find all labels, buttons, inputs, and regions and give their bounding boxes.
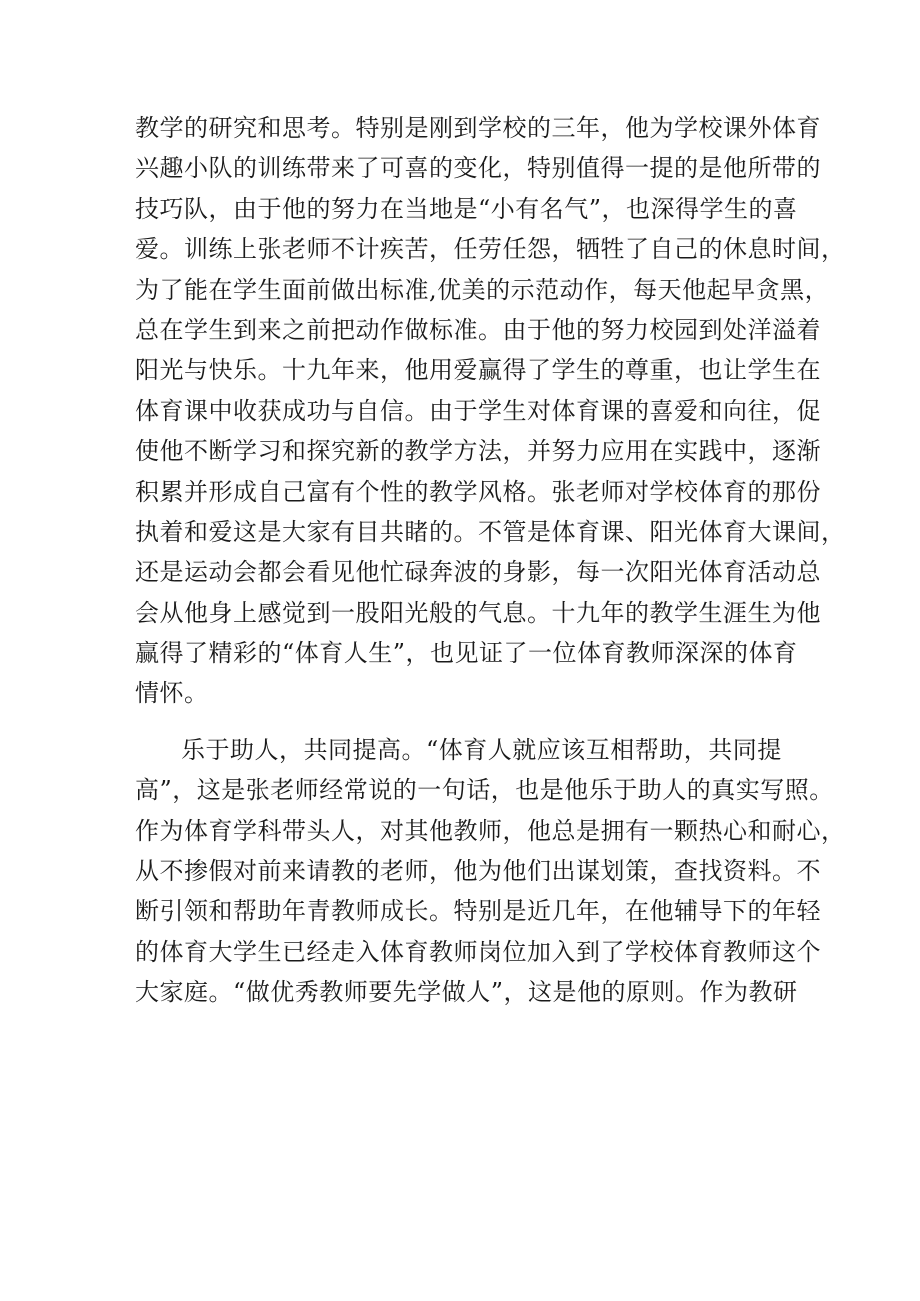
text-line: 为了能在学生面前做出标准,优美的示范动作，每天他起早贪黑， — [135, 275, 830, 304]
text-line: 还是运动会都会看见他忙碌奔波的身影，每一次阳光体育活动总 — [135, 558, 821, 587]
text-line: 乐于助人，共同提高。“体育人就应该互相帮助，共同提 — [181, 735, 782, 764]
text-line: 兴趣小队的训练带来了可喜的变化，特别值得一提的是他所带的 — [135, 154, 821, 183]
paragraph-1 — [135, 108, 846, 714]
text-line: 会从他身上感觉到一股阳光般的气息。十九年的教学生涯生为他 — [135, 598, 821, 627]
text-line: 总在学生到来之前把动作做标准。由于他的努力校园到处洋溢着 — [135, 315, 821, 344]
text-line: 大家庭。“做优秀教师要先学做人”，这是他的原则。作为教研 — [135, 978, 798, 1007]
text-line: 阳光与快乐。十九年来，他用爱赢得了学生的尊重，也让学生在 — [135, 356, 821, 385]
text-line: 体育课中收获成功与自信。由于学生对体育课的喜爱和向往，促 — [135, 396, 821, 425]
body-text — [135, 108, 846, 1013]
text-line: 技巧队，由于他的努力在当地是“小有名气”，也深得学生的喜 — [135, 194, 798, 223]
paragraph-2 — [135, 730, 846, 1013]
paragraph-gap — [135, 714, 825, 730]
text-line: 从不掺假对前来请教的老师，他为他们出谋划策，查找资料。不 — [135, 857, 821, 886]
text-line: 使他不断学习和探究新的教学方法，并努力应用在实践中，逐渐 — [135, 437, 821, 466]
text-line: 作为体育学科带头人，对其他教师，他总是拥有一颗热心和耐心， — [135, 816, 846, 845]
text-line: 执着和爱这是大家有目共睹的。不管是体育课、阳光体育大课间， — [135, 517, 846, 546]
text-line: 教学的研究和思考。特别是刚到学校的三年，他为学校课外体育 — [135, 114, 821, 142]
text-line: 积累并形成自己富有个性的教学风格。张老师对学校体育的那份 — [135, 477, 821, 506]
text-line: 情怀。 — [135, 679, 209, 708]
text-line: 赢得了精彩的“体育人生”，也见证了一位体育教师深深的体育 — [135, 639, 798, 668]
text-line: 爱。训练上张老师不计疾苦，任劳任怨，牺牲了自己的休息时间， — [135, 235, 846, 264]
text-line: 断引领和帮助年青教师成长。特别是近几年，在他辅导下的年轻 — [135, 897, 821, 926]
text-line: 的体育大学生已经走入体育教师岗位加入到了学校体育教师这个 — [135, 937, 821, 966]
text-line: 高”，这是张老师经常说的一句话，也是他乐于助人的真实写照。 — [135, 776, 834, 805]
